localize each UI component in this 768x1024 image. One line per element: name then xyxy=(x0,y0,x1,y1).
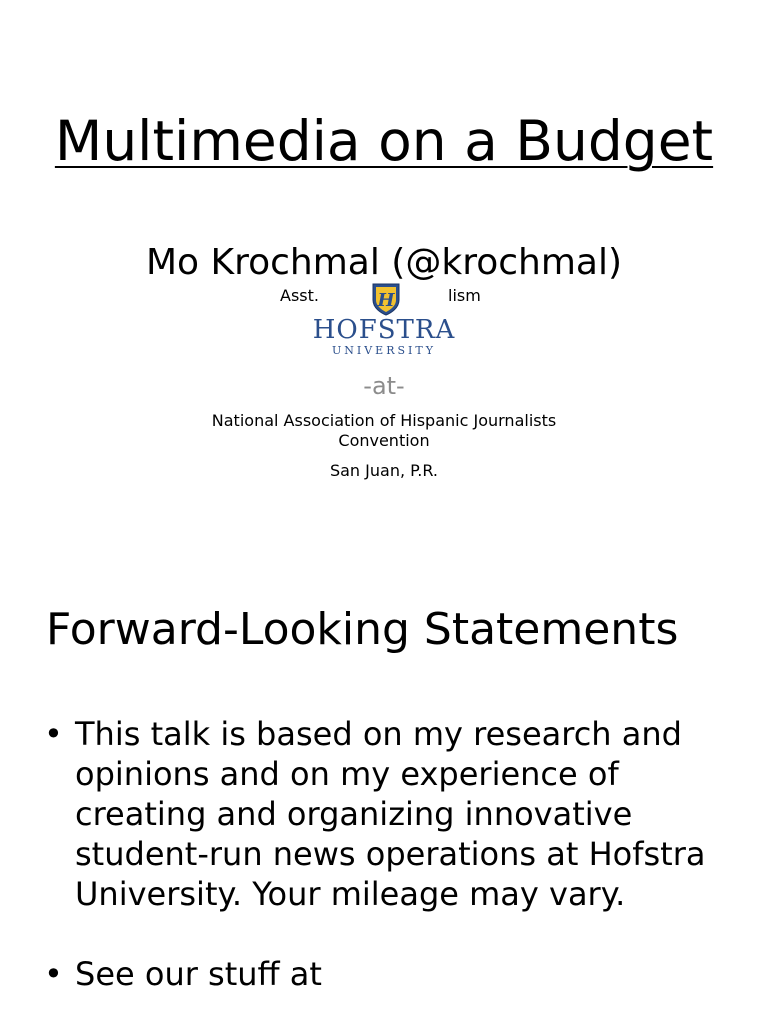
role-text-left: Asst. xyxy=(280,286,319,305)
hofstra-shield-icon xyxy=(371,282,401,316)
event-location: San Juan, P.R. xyxy=(329,461,439,480)
role-text-right: lism xyxy=(448,286,481,305)
shield-letter: H xyxy=(377,290,395,311)
presenter-role xyxy=(0,282,768,312)
slide-title: Multimedia on a Budget xyxy=(54,109,714,173)
at-separator: -at- xyxy=(363,372,405,400)
bullet-text: See our stuff at xyxy=(75,955,322,993)
bullet-item xyxy=(44,954,734,994)
slide2-title: Forward-Looking Statements xyxy=(46,604,679,655)
event-name: National Association of Hispanic Journalists Convention xyxy=(211,411,557,450)
presenter-name: Mo Krochmal (@krochmal) xyxy=(145,242,623,283)
bullet-item xyxy=(44,714,734,914)
hofstra-logo-subtext: UNIVERSITY xyxy=(332,344,436,357)
hofstra-logo-text: HOFSTRA xyxy=(312,315,456,345)
bullet-text: This talk is based on my research and opinions and on my experience of creating and organizing innovative student-run news operations at Hofstra University. Your mileage may vary. xyxy=(75,715,706,913)
bullet-list xyxy=(44,714,734,1024)
bullet-dot-icon: • xyxy=(44,715,63,753)
bullet-dot-icon: • xyxy=(44,955,63,993)
